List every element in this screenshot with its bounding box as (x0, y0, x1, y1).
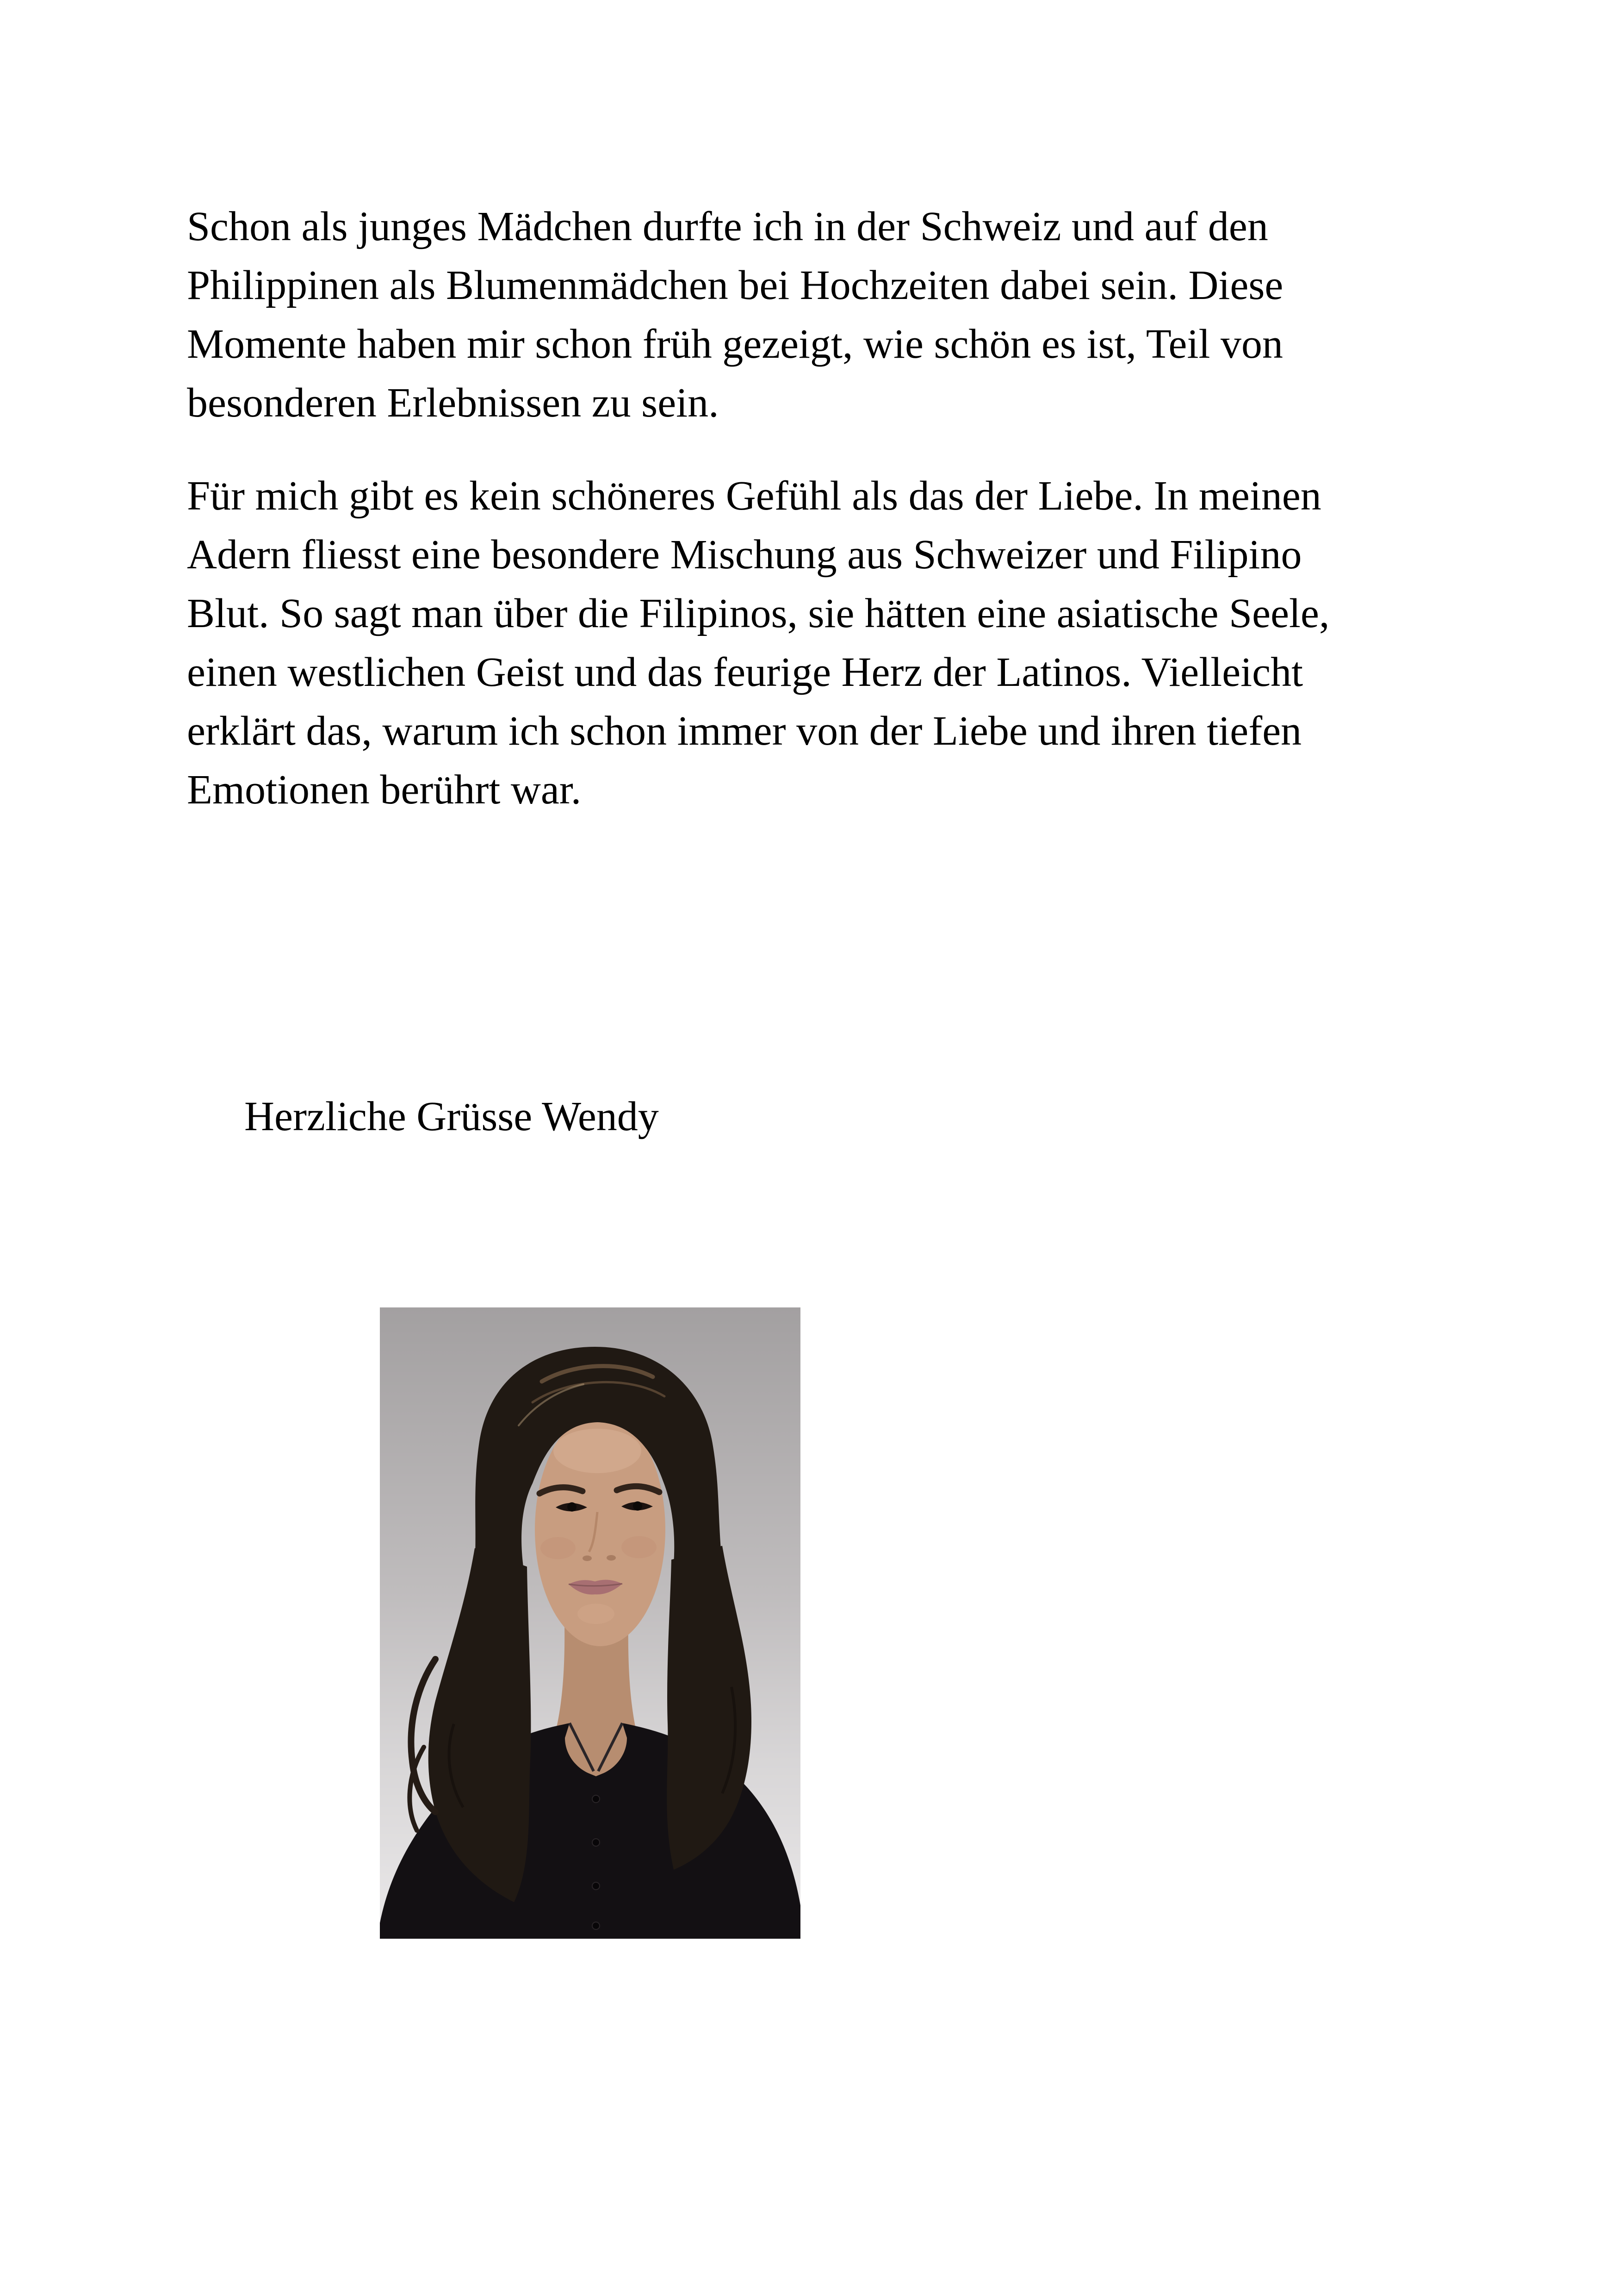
text-line: besonderen Erlebnissen zu sein. (187, 380, 719, 426)
text-line: Emotionen berührt war. (187, 767, 582, 813)
text-line: Blut. So sagt man über die Filipinos, sie hätten eine asiatische Seele, (187, 591, 1330, 636)
text-line: erklärt das, warum ich schon immer von der Liebe und ihren tiefen (187, 708, 1302, 754)
signature-line (244, 1087, 659, 1146)
portrait-photo (380, 1307, 800, 1939)
text-line: Für mich gibt es kein schöneres Gefühl als das der Liebe. In meinen (187, 473, 1321, 519)
text-line: Philippinen als Blumenmädchen bei Hochzeiten dabei sein. Diese (187, 262, 1283, 308)
text-line: Schon als junges Mädchen durfte ich in der Schweiz und auf den (187, 204, 1268, 249)
text-line: einen westlichen Geist und das feurige Herz der Latinos. Vielleicht (187, 649, 1303, 695)
paragraph-2 (187, 467, 1330, 819)
paragraph-1 (187, 197, 1283, 432)
portrait-illustration (380, 1307, 800, 1939)
text-line: Herzliche Grüsse Wendy (244, 1094, 659, 1139)
text-line: Adern fliesst eine besondere Mischung aus Schweizer und Filipino (187, 532, 1302, 578)
text-line: Momente haben mir schon früh gezeigt, wie schön es ist, Teil von (187, 321, 1283, 367)
